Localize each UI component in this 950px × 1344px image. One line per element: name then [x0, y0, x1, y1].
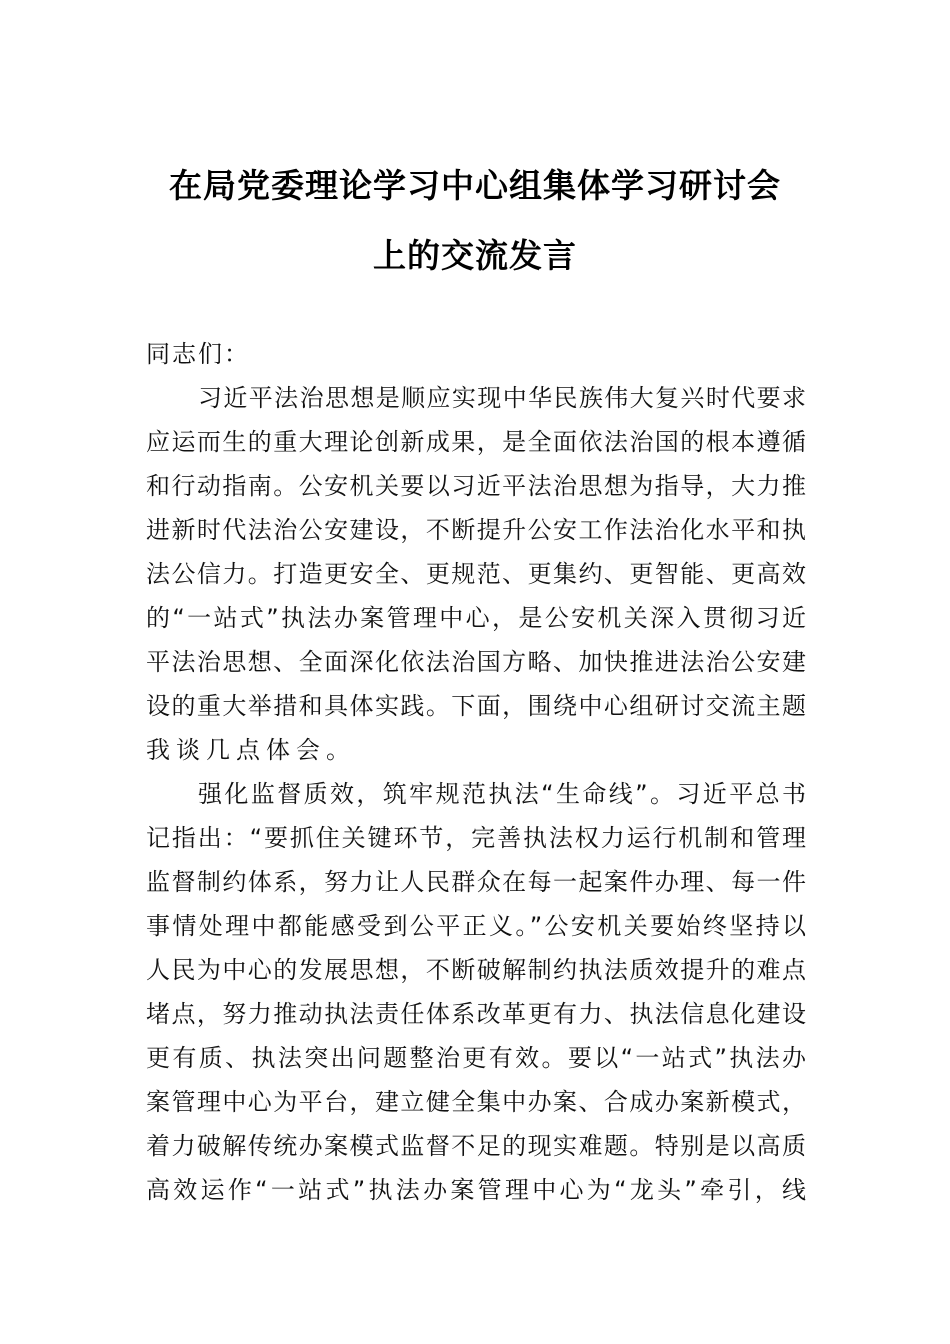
text-line: 设的重大举措和具体实践。下面，围绕中心组研讨交流主题	[146, 692, 806, 720]
text-line: 习近平法治思想是顺应实现中华民族伟大复兴时代要求	[198, 384, 806, 412]
text-line: 堵点，努力推动执法责任体系改革更有力、执法信息化建设	[146, 1000, 806, 1028]
text-line: 着力破解传统办案模式监督不足的现实难题。特别是以高质	[146, 1132, 806, 1160]
text-line: 的“一站式”执法办案管理中心，是公安机关深入贯彻习近	[146, 604, 806, 632]
text-line: 事情处理中都能感受到公平正义。”公安机关要始终坚持以	[146, 912, 806, 940]
text-line: 强化监督质效，筑牢规范执法“生命线”。习近平总书	[198, 780, 806, 808]
text-line: 和行动指南。公安机关要以习近平法治思想为指导，大力推	[146, 472, 806, 500]
text-line: 监督制约体系，努力让人民群众在每一起案件办理、每一件	[146, 868, 806, 896]
text-line: 平法治思想、全面深化依法治国方略、加快推进法治公安建	[146, 648, 806, 676]
paragraph-point-1	[146, 772, 806, 1212]
text-line: 案管理中心为平台，建立健全集中办案、合成办案新模式，	[146, 1088, 806, 1116]
text-line: 应运而生的重大理论创新成果，是全面依法治国的根本遵循	[146, 428, 806, 456]
paragraph-intro	[146, 376, 806, 772]
document-body	[146, 332, 806, 1212]
text-line: 我谈几点体会。	[146, 736, 356, 764]
text-line: 高效运作“一站式”执法办案管理中心为“龙头”牵引，线	[146, 1176, 806, 1204]
greeting: 同志们：	[146, 340, 250, 368]
text-line: 更有质、执法突出问题整治更有效。要以“一站式”执法办	[146, 1044, 806, 1072]
text-line: 记指出：“要抓住关键环节，完善执法权力运行机制和管理	[146, 824, 806, 852]
document-title-line-2: 上的交流发言	[373, 236, 577, 275]
document-title-line-1: 在局党委理论学习中心组集体学习研讨会	[169, 166, 781, 205]
text-line: 进新时代法治公安建设，不断提升公安工作法治化水平和执	[146, 516, 806, 544]
text-line: 法公信力。打造更安全、更规范、更集约、更智能、更高效	[146, 560, 806, 588]
text-line: 人民为中心的发展思想，不断破解制约执法质效提升的难点	[146, 956, 806, 984]
